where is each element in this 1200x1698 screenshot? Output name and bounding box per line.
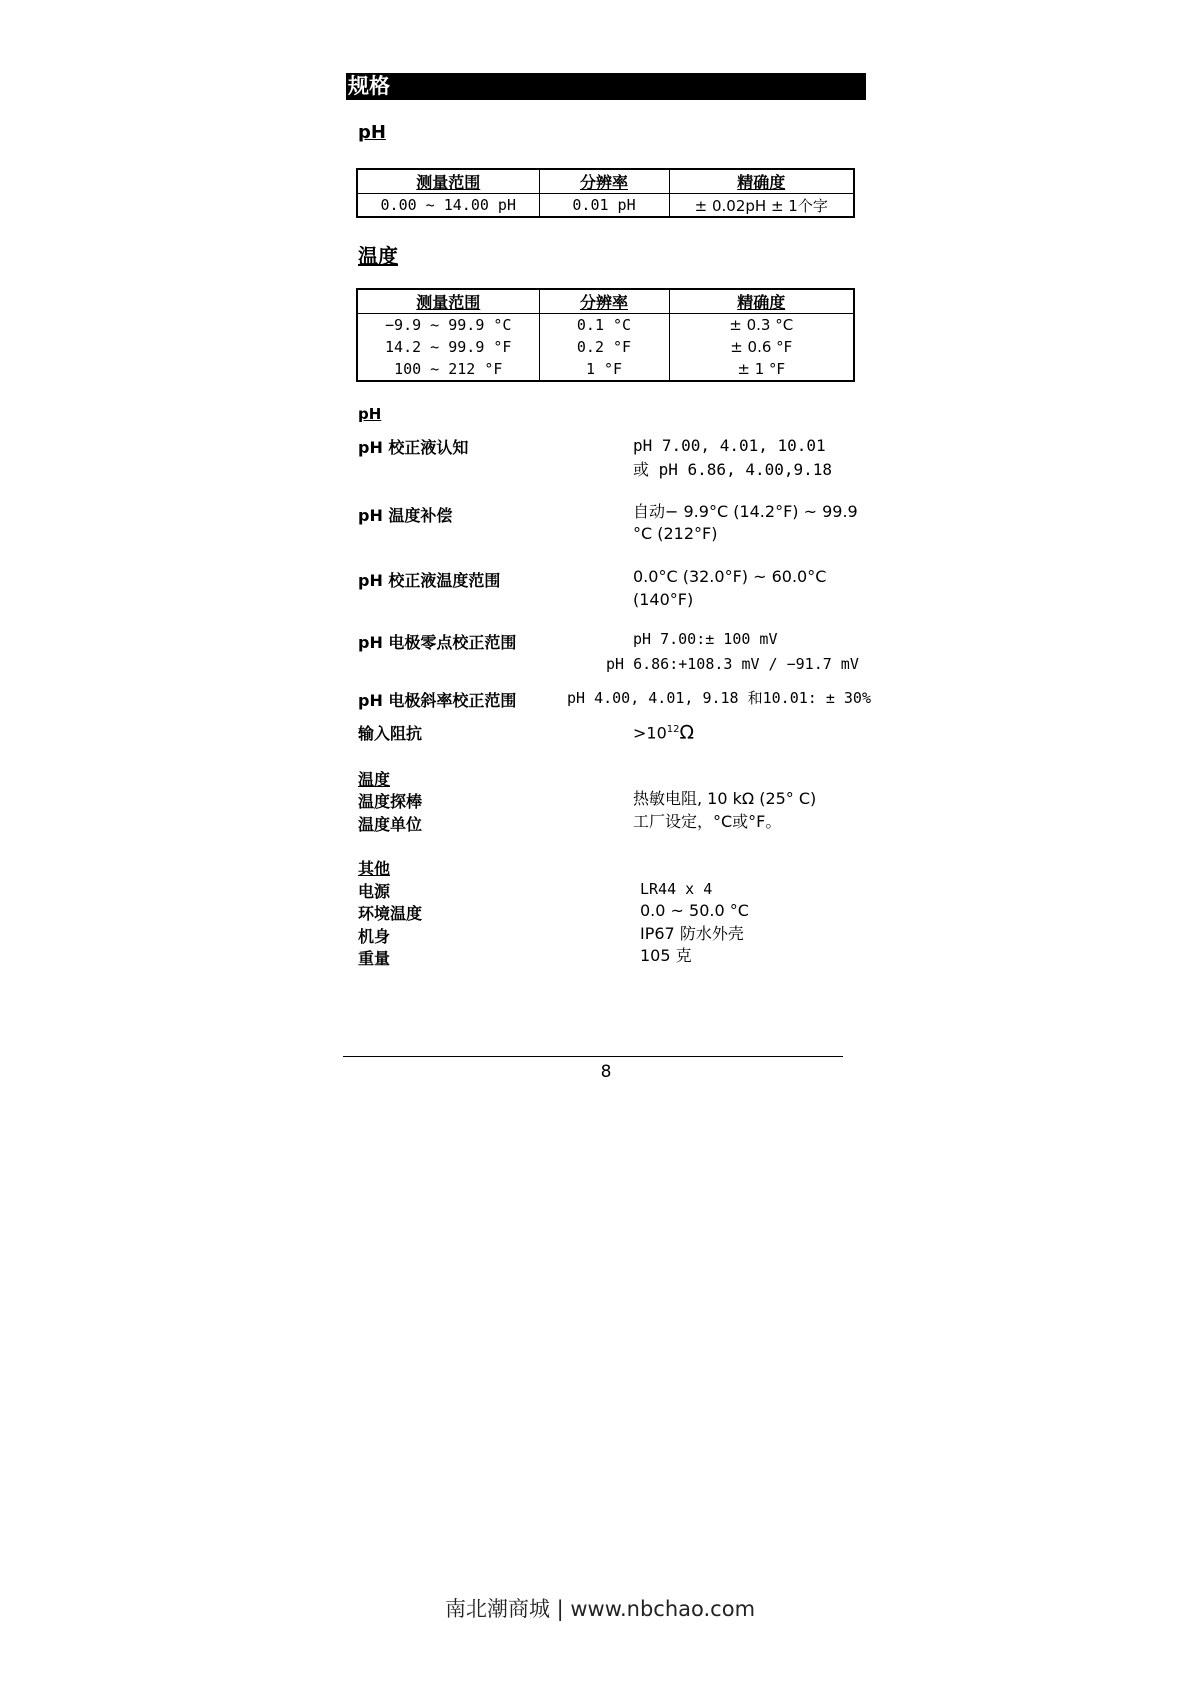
footer-divider: [343, 1056, 843, 1057]
spec-value-slope-calibration: pH 4.00, 4.01, 9.18 和10.01: ± 30%: [567, 689, 871, 707]
cell-resolution: 1 °F: [539, 358, 669, 381]
col-header-range: 测量范围: [357, 289, 539, 314]
col-header-accuracy: 精确度: [669, 289, 854, 314]
cell-resolution: 0.1 °C: [539, 314, 669, 337]
spec-value-zero-calibration-2: pH 6.86:+108.3 mV / −91.7 mV: [606, 655, 859, 673]
spec-label-temp-compensation: pH 温度补偿: [358, 506, 453, 525]
col-header-accuracy: 精确度: [669, 169, 854, 194]
spec-value-buffer-temp-range-2: (140°F): [633, 590, 694, 609]
spec-value-buffer-recognition-1: pH 7.00, 4.01, 10.01: [633, 436, 826, 455]
spec-value-buffer-recognition-2: 或 pH 6.86, 4.00,9.18: [633, 460, 833, 479]
cell-accuracy: ± 0.02pH ± 1个字: [669, 194, 854, 218]
spec-value-temp-compensation-1: 自动− 9.9°C (14.2°F) ~ 99.9: [633, 502, 858, 521]
cell-resolution: 0.01 pH: [539, 194, 669, 218]
impedance-exponent: 12: [666, 724, 680, 735]
spec-label-power: 电源: [358, 882, 391, 901]
page-title: 规格: [346, 73, 866, 100]
cell-accuracy: ± 1 °F: [669, 358, 854, 381]
table-row: [357, 194, 854, 218]
spec-value-ambient-temp: 0.0 ~ 50.0 °C: [640, 901, 749, 920]
spec-label-buffer-recognition: pH 校正液认知: [358, 438, 469, 457]
spec-value-zero-calibration-1: pH 7.00:± 100 mV: [633, 630, 778, 648]
ohm-symbol: Ω: [679, 721, 695, 744]
spec-value-buffer-temp-range-1: 0.0°C (32.0°F) ~ 60.0°C: [633, 567, 827, 586]
spec-label-zero-calibration: pH 电极零点校正范围: [358, 633, 517, 652]
cell-accuracy: ± 0.6 °F: [669, 336, 854, 358]
temp-section-heading: 温度: [358, 244, 398, 268]
page-number: 8: [600, 1062, 612, 1082]
spec-label-weight: 重量: [358, 949, 391, 968]
temp-specs-heading: 温度: [358, 770, 391, 789]
table-row: [357, 336, 854, 358]
ph-specs-heading: pH: [358, 405, 382, 423]
ph-section-heading: pH: [358, 122, 386, 143]
cell-resolution: 0.2 °F: [539, 336, 669, 358]
spec-label-buffer-temp-range: pH 校正液温度范围: [358, 571, 501, 590]
col-header-resolution: 分辨率: [539, 169, 669, 194]
cell-range: −9.9 ~ 99.9 °C: [385, 316, 512, 334]
spec-label-ambient-temp: 环境温度: [358, 904, 423, 923]
col-header-range: 测量范围: [357, 169, 539, 194]
temp-spec-table: [356, 288, 855, 382]
cell-accuracy: ± 0.3 °C: [669, 314, 854, 337]
ph-spec-table: [356, 168, 855, 218]
spec-value-weight: 105 克: [640, 946, 692, 965]
cell-range: 100 ~ 212 °F: [394, 360, 503, 378]
spec-value-housing: IP67 防水外壳: [640, 924, 744, 943]
table-row: [357, 358, 854, 381]
spec-label-temp-probe: 温度探棒: [358, 792, 423, 811]
cell-range: 0.00 ~ 14.00 pH: [380, 196, 516, 214]
impedance-base: >10: [633, 723, 667, 743]
watermark-text: 南北潮商城 | www.nbchao.com: [444, 1597, 756, 1621]
spec-value-temp-compensation-2: °C (212°F): [633, 524, 718, 543]
spec-label-slope-calibration: pH 电极斜率校正范围: [358, 691, 517, 710]
spec-value-temp-unit: 工厂设定，°C或°F。: [633, 812, 782, 831]
spec-label-input-impedance: 输入阻抗: [358, 724, 423, 743]
spec-label-housing: 机身: [358, 927, 391, 946]
spec-label-temp-unit: 温度单位: [358, 815, 423, 834]
spec-value-power: LR44 x 4: [640, 880, 713, 898]
table-row: [357, 314, 854, 337]
spec-value-input-impedance: [633, 718, 694, 745]
other-specs-heading: 其他: [358, 859, 391, 878]
cell-range: 14.2 ~ 99.9 °F: [385, 338, 512, 356]
spec-value-temp-probe: 热敏电阻, 10 kΩ (25° C): [633, 789, 817, 808]
col-header-resolution: 分辨率: [539, 289, 669, 314]
